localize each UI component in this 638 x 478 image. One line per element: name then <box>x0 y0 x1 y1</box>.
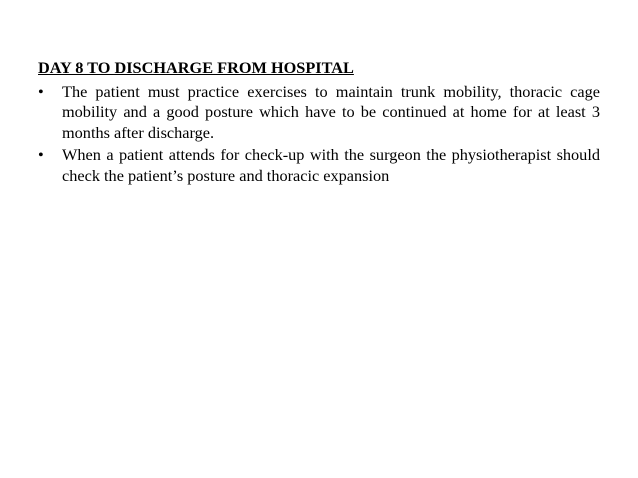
bullet-item <box>38 145 600 186</box>
slide-heading: DAY 8 TO DISCHARGE FROM HOSPITAL <box>38 58 354 77</box>
bullet-item <box>38 82 600 144</box>
bullet-marker: • <box>38 81 44 101</box>
bullet-text: The patient must practice exercises to maintain trunk mobility, thoracic cage mobility and a good posture which have to be continued at home for at least 3 months after discharge. <box>62 81 600 142</box>
bullet-marker: • <box>38 145 44 164</box>
bullet-text: When a patient attends for check-up with the surgeon the physiotherapist should check the patient’s posture and thoracic expansion <box>62 145 600 185</box>
bullet-list <box>38 82 600 187</box>
slide-content <box>38 58 600 188</box>
